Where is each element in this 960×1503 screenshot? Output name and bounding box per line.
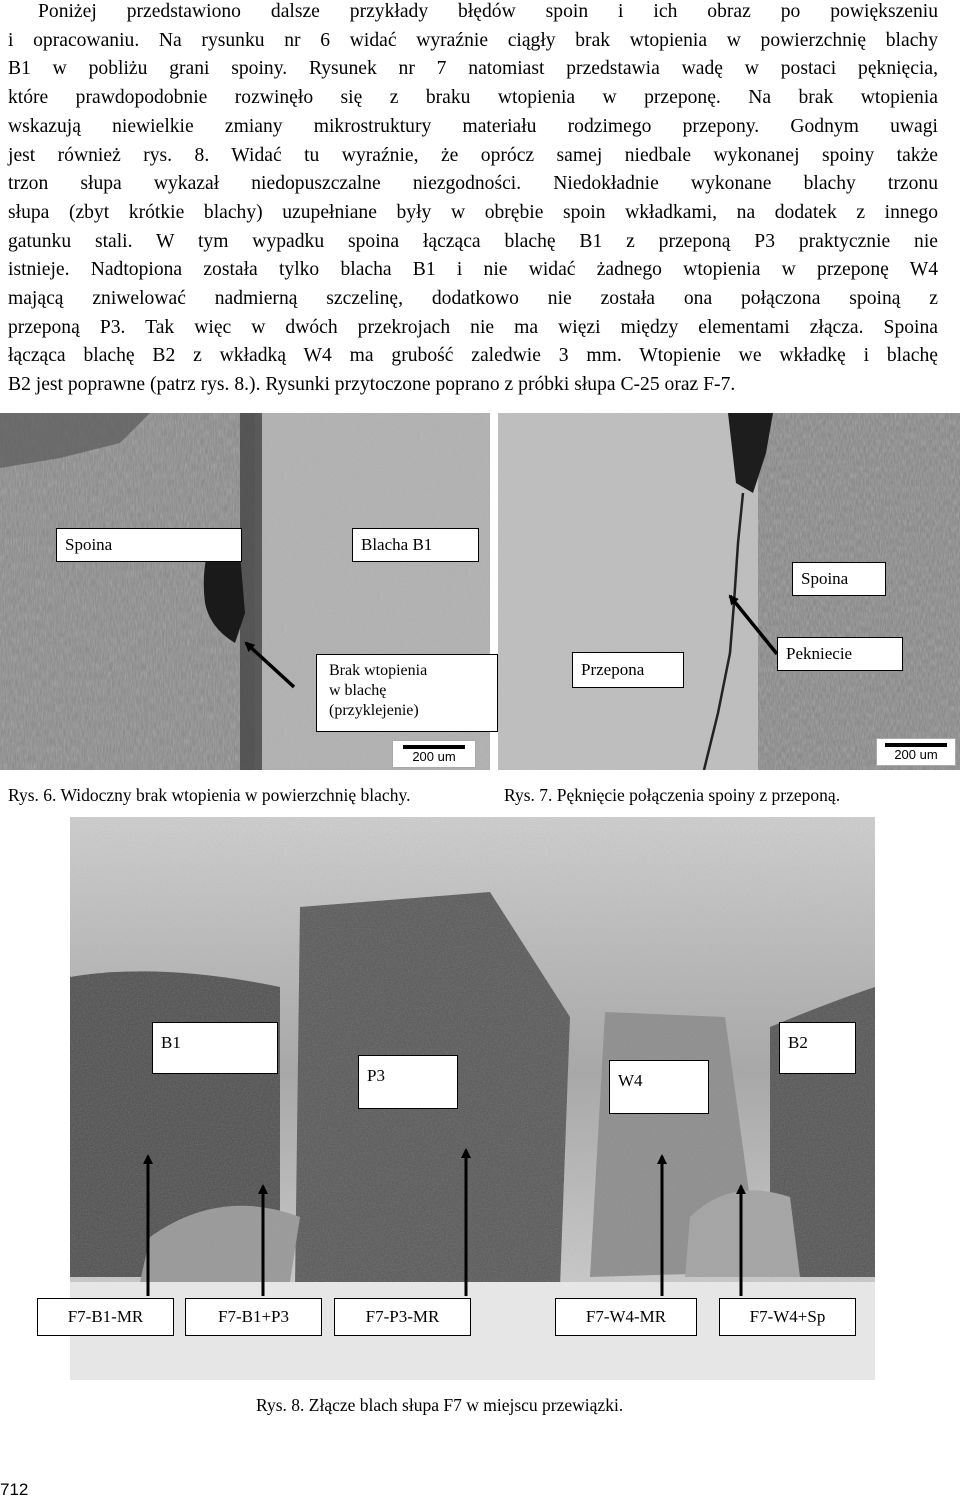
paragraph-line: mającą zniwelować nadmierną szczelinę, dodatkowo nie została ona połączona spoiną z [8,288,938,310]
paragraph-line: B2 jest poprawne (patrz rys. 8.). Rysunki przytoczone poprano z próbki słupa C-25 oraz F-7. [8,374,736,396]
paragraph-line: słupa (zbyt krótkie blachy) uzupełniane były w obrębie spoin wkładkami, na dodatek z innego [8,201,938,223]
figure8-photo [70,817,875,1380]
paragraph-line: jest również rys. 8. Widać tu wyraźnie, że oprócz samej niedbale wykonanej spoiny także [8,144,938,166]
fig7-label-spoina: Spoina [792,562,886,596]
fig8-sample-label: F7-W4+Sp [719,1298,856,1336]
fig8-sample-label: F7-P3-MR [334,1298,471,1336]
figure7-texture [498,413,960,770]
paragraph-line: Poniżej przedstawiono dalsze przykłady błędów spoin i ich obraz po powiększeniu [38,1,938,22]
fig6-scale-bar [392,740,476,768]
paragraph-line: trzon słupa wykazał niedopuszczalne niezgodności. Niedokładnie wykonane blachy trzonu [8,173,938,195]
fig6-label-spoina: Spoina [56,528,242,562]
figure6-caption: Rys. 6. Widoczny brak wtopienia w powierzchnię blachy. [8,785,411,805]
fig7-scale-text: 200 um [894,747,938,762]
fig8-label-b2: B2 [779,1022,856,1074]
fig8-label-p3: P3 [358,1055,458,1109]
fig7-label-pekniecie: Pekniecie [777,637,903,671]
fig6-label-brak-wtopienia [316,654,498,732]
fig6-label-brak-line1: Brak wtopienia [329,662,428,679]
figure8-texture [70,817,875,1380]
fig8-sample-label: F7-B1-MR [37,1298,174,1336]
page-number: 712 [0,1480,29,1499]
fig7-label-przepona: Przepona [572,652,684,688]
fig6-label-brak-line3: (przyklejenie) [329,702,419,719]
fig8-label-b1: B1 [152,1022,278,1074]
paragraph-line: istnieje. Nadtopiona została tylko blacha B1 i nie widać żadnego wtopienia w przeponę W4 [8,259,938,281]
paragraph-line: łącząca blachę B2 z wkładką W4 ma grubość zaledwie 3 mm. Wtopienie we wkładkę i blachę [8,345,938,367]
fig8-label-w4: W4 [609,1060,709,1114]
fig8-sample-label: F7-B1+P3 [185,1298,322,1336]
fig6-label-brak-line2: w blachę [329,682,387,699]
paragraph-line: B1 w pobliżu grani spoiny. Rysunek nr 7 natomiast przedstawia wadę w postaci pęknięcia, [8,58,938,80]
fig8-sample-label: F7-W4-MR [555,1298,697,1336]
body-paragraph [8,0,938,400]
paragraph-line: i opracowaniu. Na rysunku nr 6 widać wyraźnie ciągły brak wtopienia w powierzchnię blachy [8,29,938,51]
fig6-scale-text: 200 um [412,749,456,764]
figure8-caption: Rys. 8. Złącze blach słupa F7 w miejscu przewiązki. [256,1395,624,1415]
fig6-label-blacha: Blacha B1 [352,528,479,562]
paragraph-line: gatunku stali. W tym wypadku spoina łącząca blachę B1 z przeponą P3 praktycznie nie [8,230,938,252]
paragraph-line: wskazują niewielkie zmiany mikrostruktury materiału rodzimego przepony. Godnym uwagi [8,115,938,137]
figure7-micrograph [498,413,960,770]
figure7-caption: Rys. 7. Pęknięcie połączenia spoiny z przeponą. [504,785,841,805]
paragraph-line: przeponą P3. Tak więc w dwóch przekrojach nie ma więzi między elementami złącza. Spoina [8,316,938,338]
fig7-scale-bar [876,738,956,766]
paragraph-line: które prawdopodobnie rozwinęło się z braku wtopienia w przeponę. Na brak wtopienia [8,87,938,109]
